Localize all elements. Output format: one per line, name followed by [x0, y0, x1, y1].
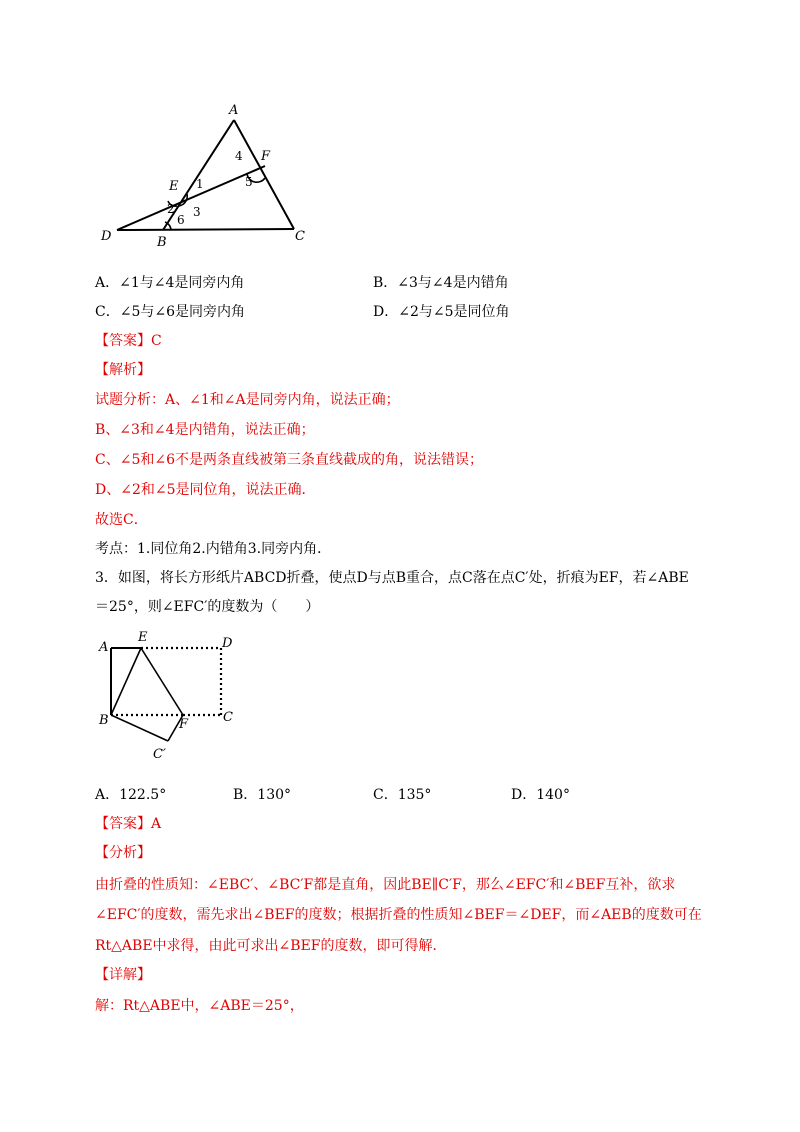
q2-analysis-line-3: C、∠5和∠6不是两条直线被第三条直线截成的角，说法错误； [95, 452, 483, 468]
label-e: E [169, 179, 179, 194]
q3-fenxi-title: 【分析】 [95, 845, 151, 861]
q2-analysis-title: 【解析】 [95, 362, 151, 378]
q3-fenxi-line-2: ∠EFC′的度数，需先求出∠BEF的度数；根据折叠的性质知∠BEF＝∠DEF，而∠AEB的度数可在 [95, 907, 702, 923]
q3-answer: 【答案】A [95, 816, 162, 832]
label-b: B [157, 235, 167, 250]
segment-dc [117, 229, 294, 230]
q3-option-c: C．135° [373, 787, 432, 803]
segment-df [117, 166, 265, 230]
label-3: 3 [193, 205, 201, 219]
label-a: A [99, 640, 109, 655]
q2-analysis-line-4: D、∠2和∠5是同位角，说法正确． [95, 482, 316, 498]
q2-option-a: A．∠1与∠4是同旁内角 [95, 275, 245, 291]
label-f: F [179, 717, 189, 732]
q3-detail-line-1: 解：Rt△ABE中，∠ABE＝25°， [95, 998, 304, 1014]
q2-kaodian: 考点：1.同位角2.内错角3.同旁内角． [95, 541, 332, 557]
q3-detail-title: 【详解】 [95, 967, 151, 983]
label-c: C [295, 229, 305, 244]
label-d: D [222, 636, 233, 651]
q2-answer: 【答案】C [95, 333, 162, 349]
label-a: A [229, 103, 239, 118]
q2-analysis-line-1: 试题分析：A、∠1和∠A是同旁内角，说法正确； [95, 392, 400, 408]
label-4: 4 [235, 149, 243, 163]
label-1: 1 [196, 177, 204, 191]
label-e: E [138, 630, 148, 645]
q3-stem-line-2: ＝25°，则∠EFC′的度数为（ ） [95, 599, 320, 615]
q2-option-c: C．∠5与∠6是同旁内角 [95, 304, 245, 320]
segment-bcp [111, 715, 168, 741]
q3-option-d: D．140° [511, 787, 570, 803]
q3-stem-line-1: 3．如图，将长方形纸片ABCD折叠，使点D与点B重合，点C落在点C′处，折痕为EF，若∠ABE [95, 570, 689, 586]
folded-rectangle-figure [95, 628, 245, 768]
q3-fenxi-line-3: Rt△ABE中求得，由此可求出∠BEF的度数，即可得解． [95, 938, 447, 954]
q2-option-b: B．∠3与∠4是内错角 [373, 275, 509, 291]
triangle-figure [95, 100, 325, 250]
segment-ef [141, 648, 183, 715]
label-f: F [261, 149, 271, 164]
label-6: 6 [177, 213, 185, 227]
segment-be [111, 648, 141, 715]
label-2: 2 [167, 202, 175, 216]
q3-option-b: B．130° [233, 787, 292, 803]
q3-option-a: A．122.5° [95, 787, 167, 803]
label-c: C [223, 710, 233, 725]
label-c-prime: C′ [153, 747, 166, 762]
label-d: D [101, 229, 112, 244]
q3-fenxi-line-1: 由折叠的性质知：∠EBC′、∠BC′F都是直角，因此BE∥C′F，那么∠EFC′和∠BEF互补，欲求 [95, 877, 676, 893]
q2-option-d: D．∠2与∠5是同位角 [373, 304, 510, 320]
q2-choose: 故选C． [95, 512, 148, 528]
label-5: 5 [245, 175, 253, 189]
label-b: B [99, 713, 109, 728]
q2-analysis-line-2: B、∠3和∠4是内错角，说法正确； [95, 422, 315, 438]
